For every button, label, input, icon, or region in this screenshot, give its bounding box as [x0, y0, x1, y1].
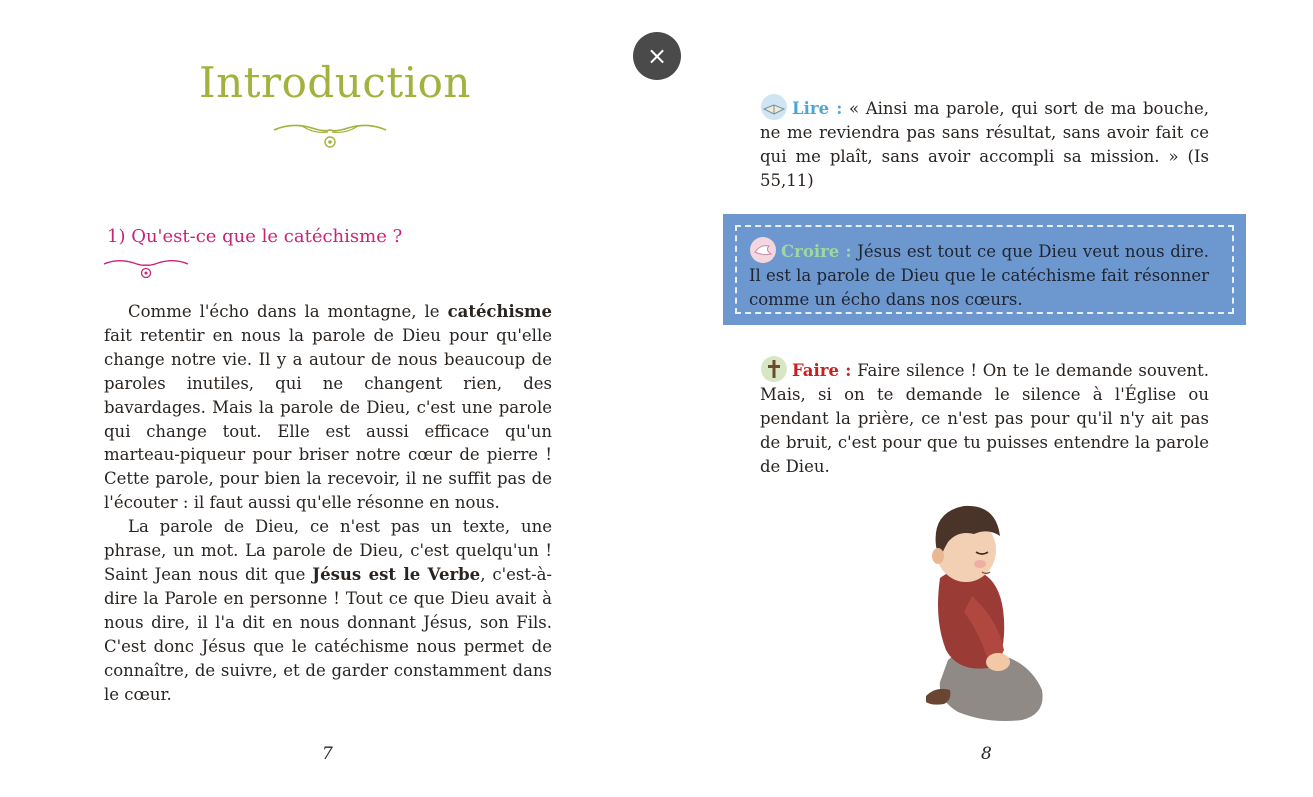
close-button[interactable] [633, 32, 681, 80]
right-page [656, 0, 1313, 797]
text-run: fait retentir en nous la parole de Dieu pour qu'elle change notre vie. Il y a autour de nous beaucoup de paroles inutiles, qui ne changent rien, des bavardages. Mais la parole de Dieu, c'est une parole qui change tout. Elle est aussi efficace qu'un marteau-piqueur pour briser notre cœur de pierre ! Cette parole, pour bien la recevoir, il ne suffit pas de l'écouter : il faut aussi qu'elle résonne en nous. [104, 325, 552, 513]
lire-text: « Ainsi ma parole, qui sort de ma bouche, ne me reviendra pas sans résultat, sans avoir fait ce qui me plaît, sans avoir accompli sa mission. » (Is 55,11) [760, 99, 1209, 190]
paragraph [104, 515, 552, 706]
faire-label: Faire : [792, 361, 852, 380]
faire-block [760, 355, 1209, 479]
croire-text: Jésus est tout ce que Dieu veut nous dire. Il est la parole de Dieu que le catéchisme fait résonner comme un écho dans nos cœurs. [749, 242, 1210, 309]
croire-block [749, 236, 1209, 312]
lire-block [760, 93, 1209, 193]
section-heading: 1) Qu'est-ce que le catéchisme ? [107, 226, 403, 247]
bold-term: catéchisme [447, 302, 552, 321]
croire-label: Croire : [781, 242, 852, 261]
page-number: 8 [981, 744, 992, 764]
bold-term: Jésus est le Verbe [312, 564, 481, 584]
page-title: Introduction [199, 58, 471, 107]
praying-child-illustration [918, 500, 1058, 728]
close-icon: × [646, 42, 668, 70]
paragraph [104, 300, 552, 515]
title-ornament-icon [272, 120, 388, 152]
left-page [0, 0, 656, 797]
faire-text: Faire silence ! On te le demande souvent. Mais, si on te demande le silence à l'Église ou pendant la prière, ce n'est pas pour qu'il n'y ait pas de bruit, c'est pour que tu puisses entendre la parole de Dieu. [760, 361, 1209, 476]
text-run: , c'est-à-dire la Parole en personne ! Tout ce que Dieu avait à nous dire, il l'a dit en nous donnant Jésus, son Fils. C'est donc Jésus que le catéchisme nous permet de connaître, de suivre, et de garder constamment dans le cœur. [104, 564, 552, 704]
cross-icon [760, 355, 788, 383]
croire-box [723, 214, 1246, 325]
text-run: Comme l'écho dans la montagne, le [128, 302, 448, 321]
text-run: La parole de Dieu, ce n'est pas un texte, une phrase, un mot. La parole de Dieu, c'est quelqu'un ! Saint Jean nous dit que [104, 517, 552, 584]
page-number: 7 [322, 744, 333, 764]
lire-label: Lire : [792, 99, 843, 118]
book-icon [760, 93, 788, 121]
dove-icon [749, 236, 777, 264]
body-text [104, 300, 552, 706]
heading-ornament-icon [102, 258, 190, 282]
